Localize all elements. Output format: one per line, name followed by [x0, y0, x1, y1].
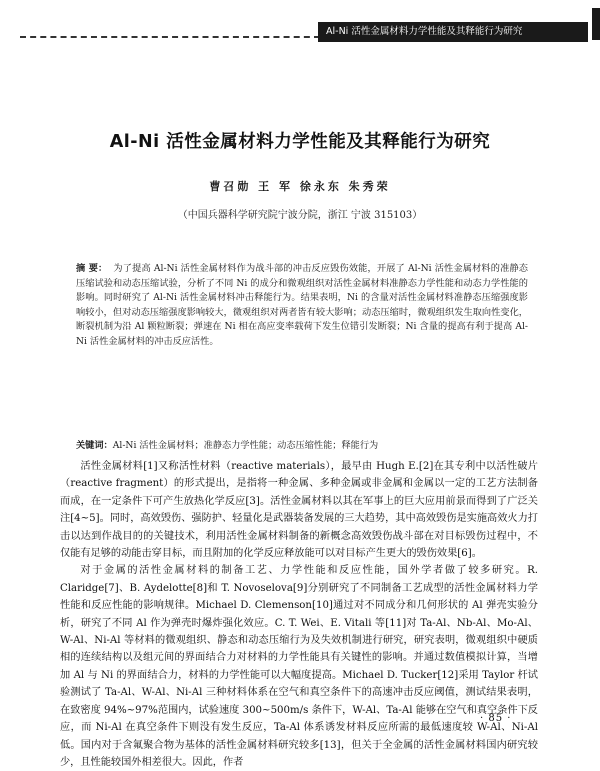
page-number: · 85 · [480, 713, 512, 724]
abstract-text: 为了提高 Al-Ni 活性金属材料作为战斗部的冲击反应毁伤效能，开展了 Al-Ni 活性金属材料的准静态压缩试验和动态压缩试验，分析了不同 Ni 的成分和微观组织对活性金属材料准静态力学性能和动态力学性能的影响。同时研究了 Al-Ni 活性金属材料冲击释能行为。结果表明，Ni 的含量对活性金属材料准静态压缩强度影响较小，但对动态压缩强度影响较大，微观组织对两者皆有较大影响；动态压缩时，微观组织发生取向性变化，断裂机制为沿 Al 颗粒断裂；弹速在 Ni 相在高应变率载荷下发生位错引发断裂；Ni 含量的提高有利于提高 Al-Ni 活性金属材料的冲击反应活性。 [76, 263, 528, 347]
header-dashed-rule [20, 36, 320, 40]
paper-title: Al-Ni 活性金属材料力学性能及其释能行为研究 [109, 132, 491, 152]
keywords-text: Al-Ni 活性金属材料；准静态力学性能；动态压缩性能；释能行为 [112, 440, 379, 451]
keywords [76, 439, 528, 453]
abstract-label: 摘 要： [76, 263, 108, 274]
paper-authors: 曹召勋 王 军 徐永东 朱秀荣 [209, 180, 391, 193]
abstract [76, 262, 528, 350]
body-paragraph-2: 对于金属的活性金属材料的制备工艺、力学性能和反应性能，国外学者做了较多研究。R. Claridge[7]、B. Aydelotte[8]和 T. Novoselova[9]分别研究了不同制备工艺成型的活性金属材料力学性能和反应性能的影响规律。Michael D. Clemenson[10]通过对不同成分和几何形状的 Al 弹壳实验分析，研究了不同 Al 作为弹壳时爆炸强化效应。C. T. Wei、E. Vitali 等[11]对 Ta-Al、Nb-Al、Mo-Al、W-Al、Ni-Al 等材料的微观组织、静态和动态压缩行为及失效机制进行研究，研究表明，微观组织中硬质相的连续结构以及组元间的界面结合力对材料的力学性能具有关键性的影响。并通过数值模拟计算，当增加 Al 与 Ni 的界面结合力，材料的力学性能可以大幅度提高。Michael D. Tucker[12]采用 Taylor 杆试验测试了 Ta-Al、W-Al、Ni-Al 三种材料体系在空气和真空条件下的高速冲击反应阈值，测试结果表明，在致密度 94%~97%范围内，试验速度 300~500m/s 条件下，W-Al、Ta-Al 能够在空气和真空条件下反应，而 Ni-Al 在真空条件下则没有发生反应，Ta-Al 体系诱发材料反应所需的最低速度较 W-Al、Ni-Al 低。国内对于含氟聚合物为基体的活性金属材料研究较多[13]，但关于全金属的活性金属材料国内研究较少，且性能较国外相差很大。因此，作者 [60, 565, 538, 768]
running-header [0, 0, 600, 40]
paper-affiliation: （中国兵器科学研究院宁波分院，浙江 宁波 315103） [177, 210, 423, 221]
keywords-label: 关键词： [76, 440, 113, 451]
header-edge-tab [592, 8, 600, 40]
body-paragraph-1: 活性金属材料[1]又称活性材料（reactive materials），最早由 Hugh E.[2]在其专利中以活性破片（reactive fragment）的形式提出，是指将一种金属、多种金属或非金属和金属以一定的工艺方法制备而成，在一定条件下可产生放热化学反应[3]。活性金属材料以其在军事上的巨大应用前景而得到了广泛关注[4~5]。同时，高效毁伤、强防护、轻量化是武器装备发展的三大趋势，其中高效毁伤是实施高效火力打击以达到作战目的的关键技术，利用活性金属材料制备的新概念高效毁伤战斗部在对目标毁伤过程中，不仅能有足够的动能击穿目标，而且附加的化学反应释放能可以对目标产生更大的毁伤效果[6]。 [60, 461, 538, 560]
body-text [60, 458, 538, 771]
running-title: Al-Ni 活性金属材料力学性能及其释能行为研究 [318, 22, 588, 42]
